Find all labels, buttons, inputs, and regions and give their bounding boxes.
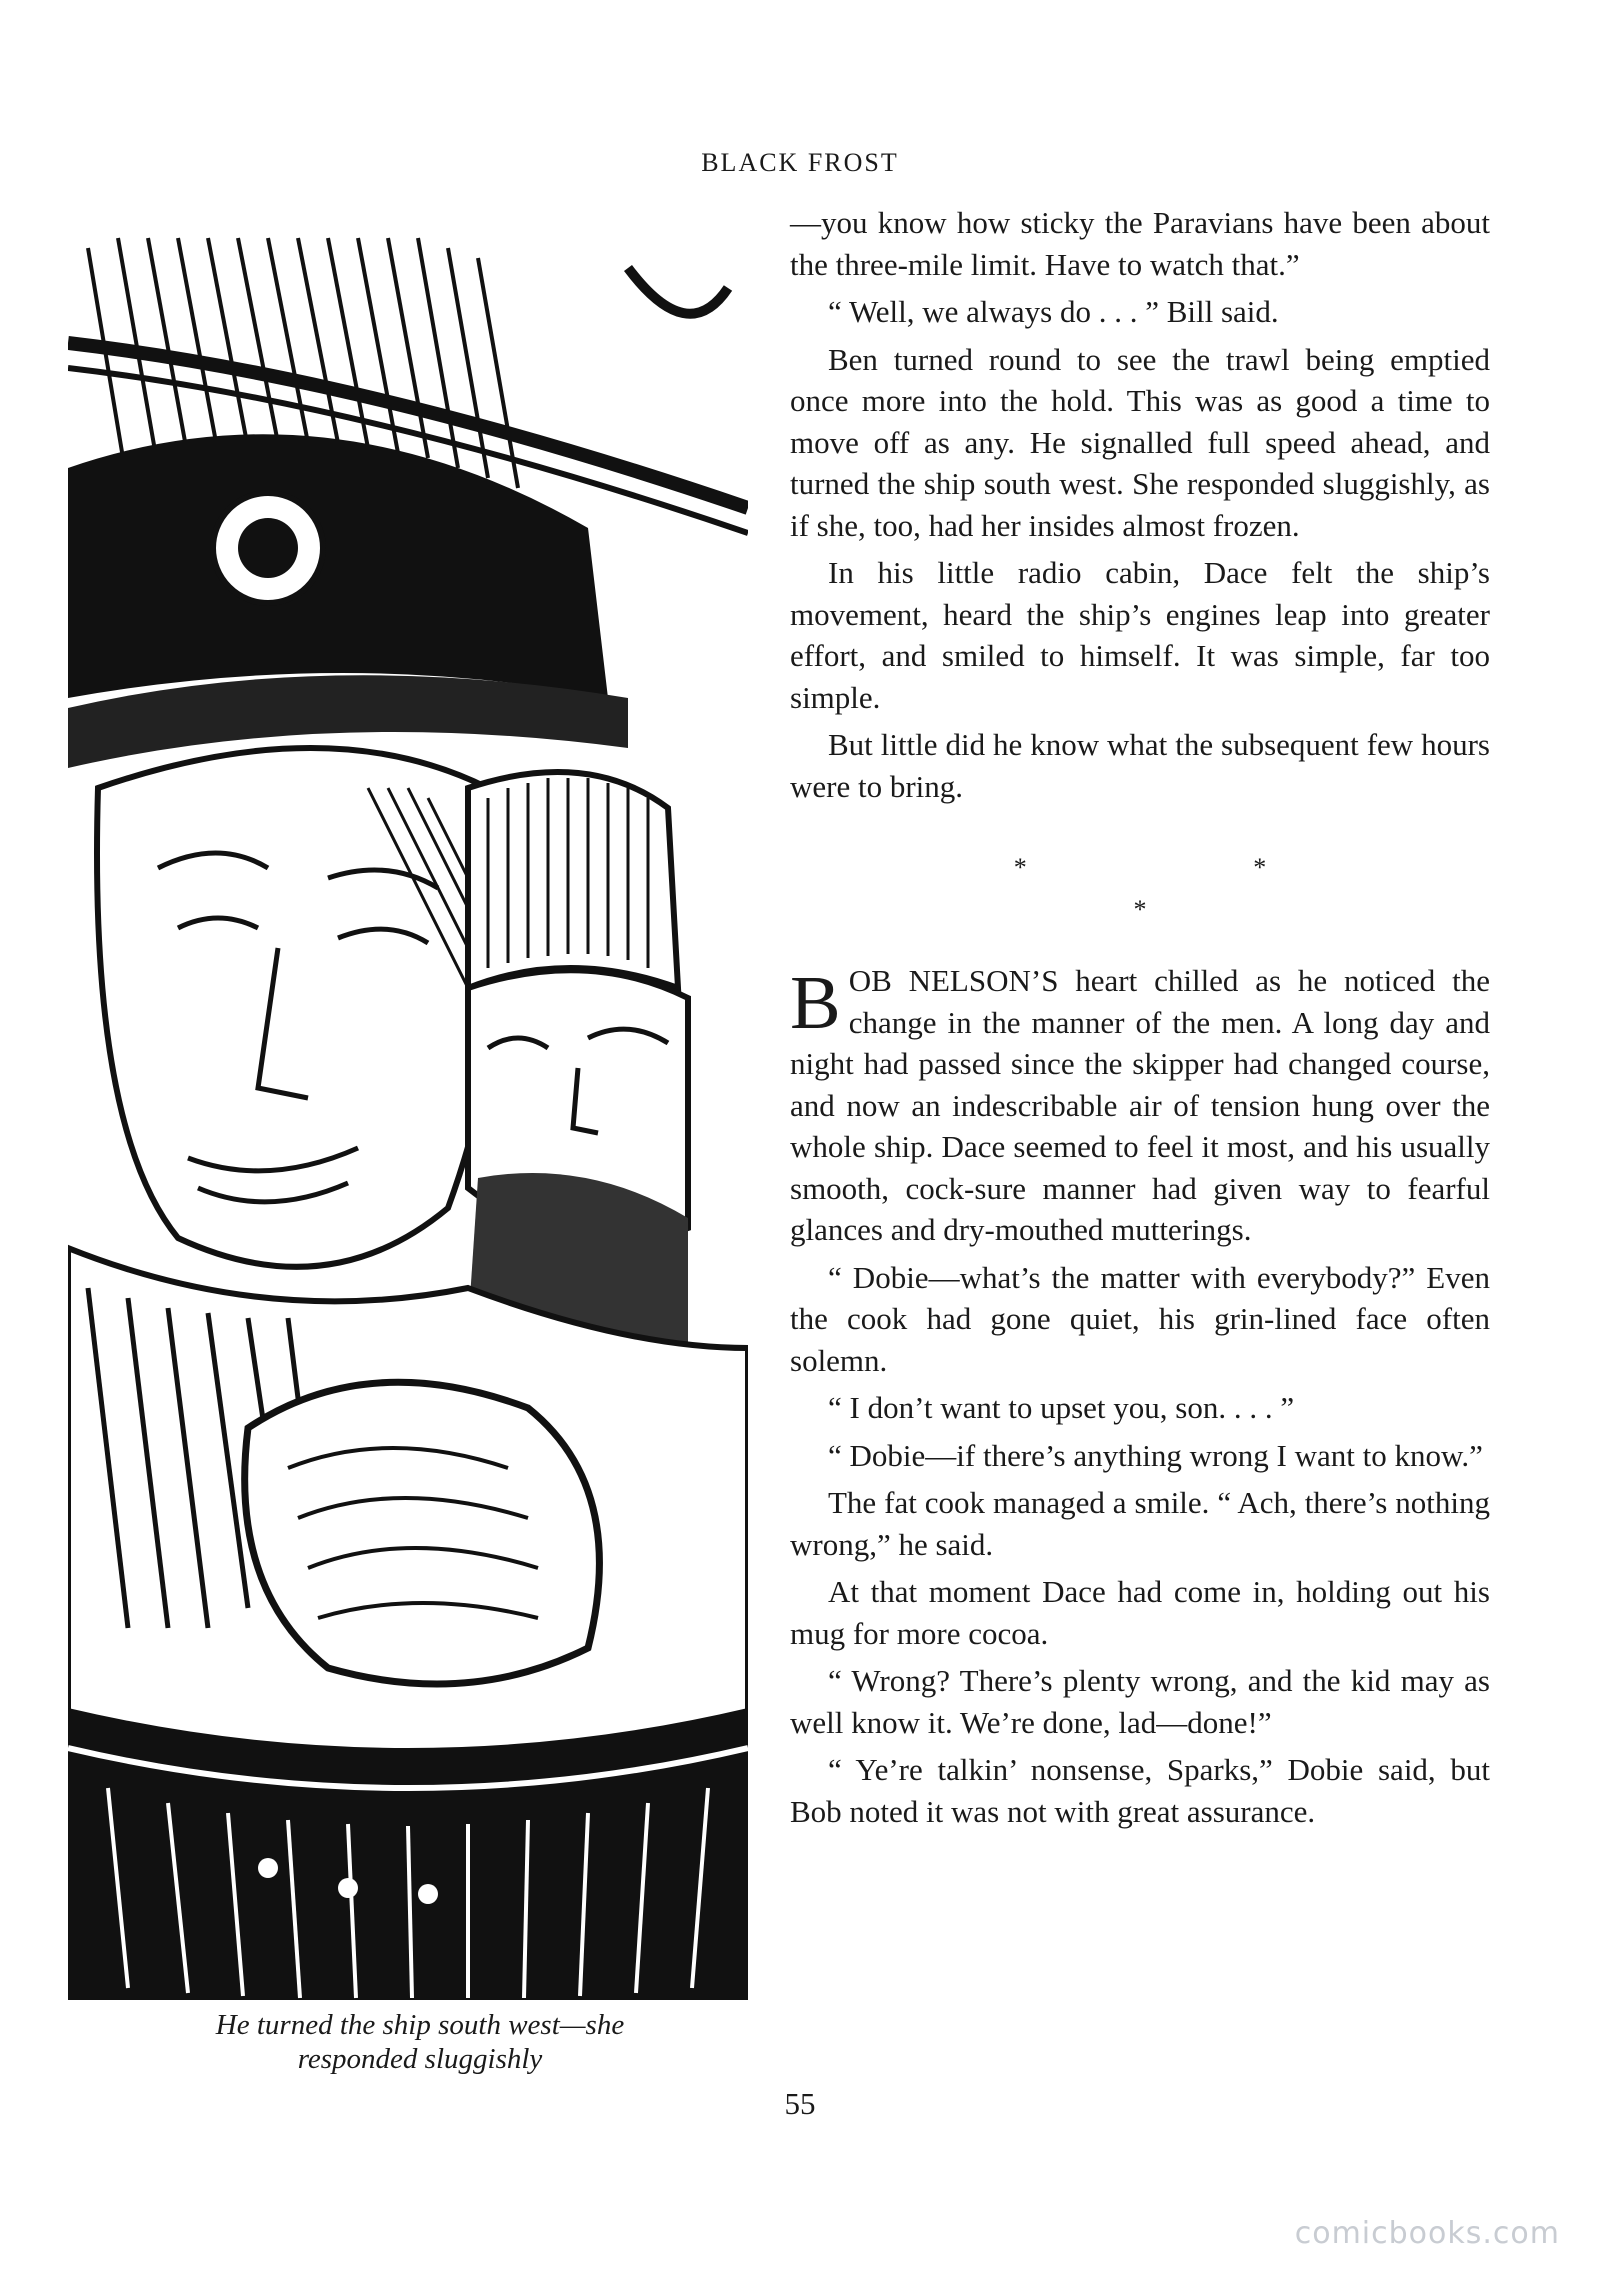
drop-cap: B: [790, 961, 841, 1045]
paragraph: In his little radio cabin, Dace felt the ship’s movement, heard the ship’s engines leap into greater effort, and smiled to himself. It was simple, far too simple.: [790, 555, 1490, 715]
drop-cap-paragraph-text: OB NELSON’S heart chilled as he noticed the change in the manner of the men. A long day and night had passed since the skipper had changed course, and now an indescribable air of tension hung over the whole ship. Dace seemed to feel it most, and his usually smooth, cock-sure manner had given way to fearful glances and dry-mouthed mutterings.: [790, 963, 1490, 1247]
ink-illustration: [68, 228, 748, 2000]
page-number: 55: [784, 2086, 816, 2121]
paragraph: At that moment Dace had come in, holding out his mug for more cocoa.: [790, 1574, 1490, 1651]
paragraph: “ Well, we always do . . . ” Bill said.: [828, 294, 1279, 329]
running-head: BLACK FROST: [701, 148, 899, 177]
caption-line-1: He turned the ship south west—she: [215, 2009, 625, 2041]
illustration-caption: [110, 2008, 730, 2076]
paragraph: But little did he know what the subsequent few hours were to bring.: [790, 727, 1490, 804]
section-break: * * *: [1013, 853, 1377, 924]
paragraph: The fat cook managed a smile. “ Ach, there’s nothing wrong,” he said.: [790, 1485, 1490, 1562]
paragraph: “ Ye’re talkin’ nonsense, Sparks,” Dobie said, but Bob noted it was not with great assurance.: [790, 1752, 1490, 1829]
paragraph: —you know how sticky the Paravians have been about the three-mile limit. Have to watch that.”: [790, 205, 1490, 282]
paragraph: “ I don’t want to upset you, son. . . . ”: [828, 1390, 1295, 1425]
paragraph-with-drop-cap: [790, 960, 1490, 1251]
paragraph: Ben turned round to see the trawl being emptied once more into the hold. This was as good a time to move off as any. He signalled full speed ahead, and turned the ship south west. She responded sluggishly, as if she, too, had her insides almost frozen.: [790, 341, 1490, 543]
illustration-skipper-and-sailor: [68, 228, 748, 2000]
paragraph: “ Wrong? There’s plenty wrong, and the kid may as well know it. We’re done, lad—done!”: [790, 1663, 1490, 1740]
paragraph: “ Dobie—if there’s anything wrong I want to know.”: [828, 1437, 1483, 1473]
watermark: comicbooks.com: [1294, 2216, 1560, 2251]
body-text-column: [790, 202, 1490, 1838]
paragraph: “ Dobie—what’s the matter with everybody?” Even the cook had gone quiet, his grin-lined face often solemn.: [790, 1259, 1490, 1378]
caption-line-2: responded sluggishly: [297, 2043, 543, 2075]
